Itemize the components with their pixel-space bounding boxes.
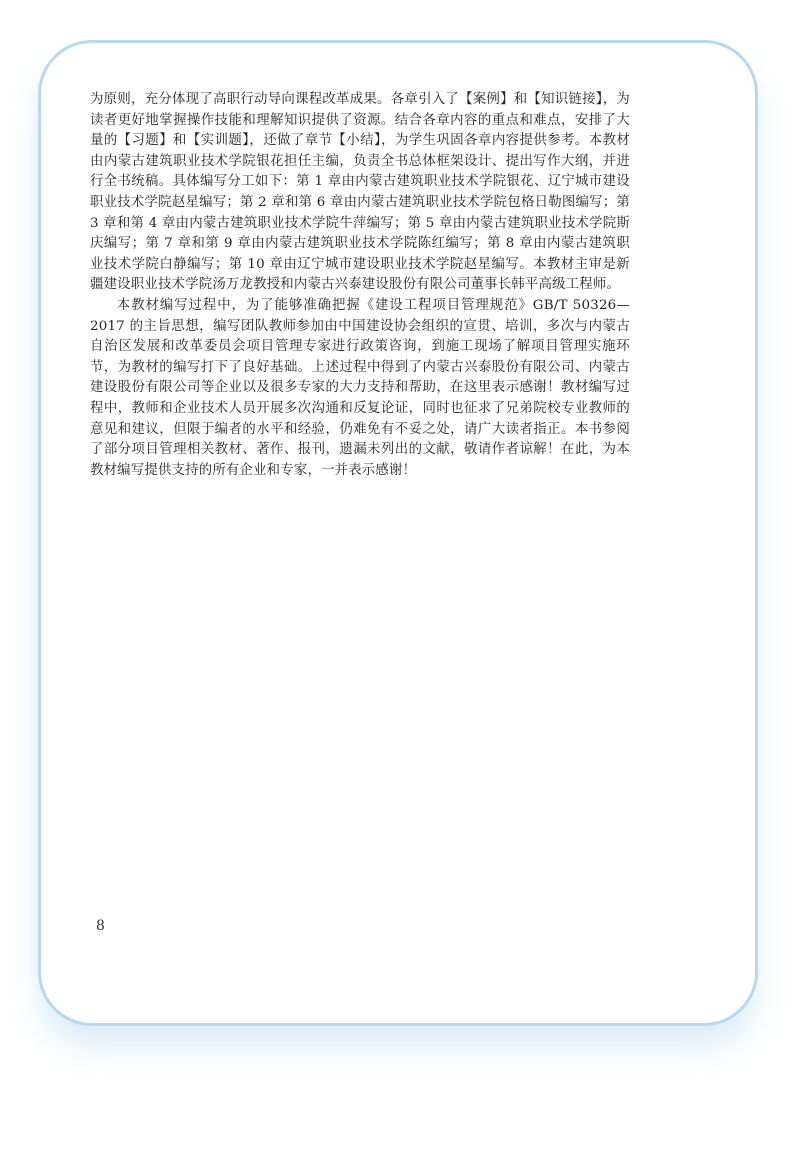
page-number: 8 — [96, 918, 105, 934]
body-text — [90, 90, 630, 481]
paragraph-1: 为原则，充分体现了高职行动导向课程改革成果。各章引入了【案例】和【知识链接】，为读者更好地掌握操作技能和理解知识提供了资源。结合各章内容的重点和难点，安排了大量的【习题】和【实训题】，还做了章节【小结】，为学生巩固各章内容提供参考。本教材由内蒙古建筑职业技术学院银花担任主编，负责全书总体框架设计、提出写作大纲，并进行全书统稿。具体编写分工如下：第 1 章由内蒙古建筑职业技术学院银花、辽宁城市建设职业技术学院赵星编写；第 2 章和第 6 章由内蒙古建筑职业技术学院包格日勒图编写；第 3 章和第 4 章由内蒙古建筑职业技术学院牛萍编写；第 5 章由内蒙古建筑职业技术学院斯庆编写；第 7 章和第 9 章由内蒙古建筑职业技术学院陈红编写；第 8 章由内蒙古建筑职业技术学院白静编写；第 10 章由辽宁城市建设职业技术学院赵星编写。本教材主审是新疆建设职业技术学院汤万龙教授和内蒙古兴泰建设股份有限公司董事长韩平高级工程师。 — [90, 92, 630, 293]
paragraph-2: 本教材编写过程中，为了能够准确把握《建设工程项目管理规范》GB/T 50326—2017 的主旨思想，编写团队教师参加由中国建设协会组织的宣贯、培训，多次与内蒙古自治区发展和改革委员会项目管理专家进行政策咨询，到施工现场了解项目管理实施环节，为教材的编写打下了良好基础。上述过程中得到了内蒙古兴泰股份有限公司、内蒙古建设股份有限公司等企业以及很多专家的大力支持和帮助，在这里表示感谢！教材编写过程中，教师和企业技术人员开展多次沟通和反复论证，同时也征求了兄弟院校专业教师的意见和建议，但限于编者的水平和经验，仍难免有不妥之处，请广大读者指正。本书参阅了部分项目管理相关教材、著作、报刊，遗漏未列出的文献，敬请作者谅解！在此，为本教材编写提供支持的所有企业和专家，一并表示感谢！ — [90, 297, 630, 478]
